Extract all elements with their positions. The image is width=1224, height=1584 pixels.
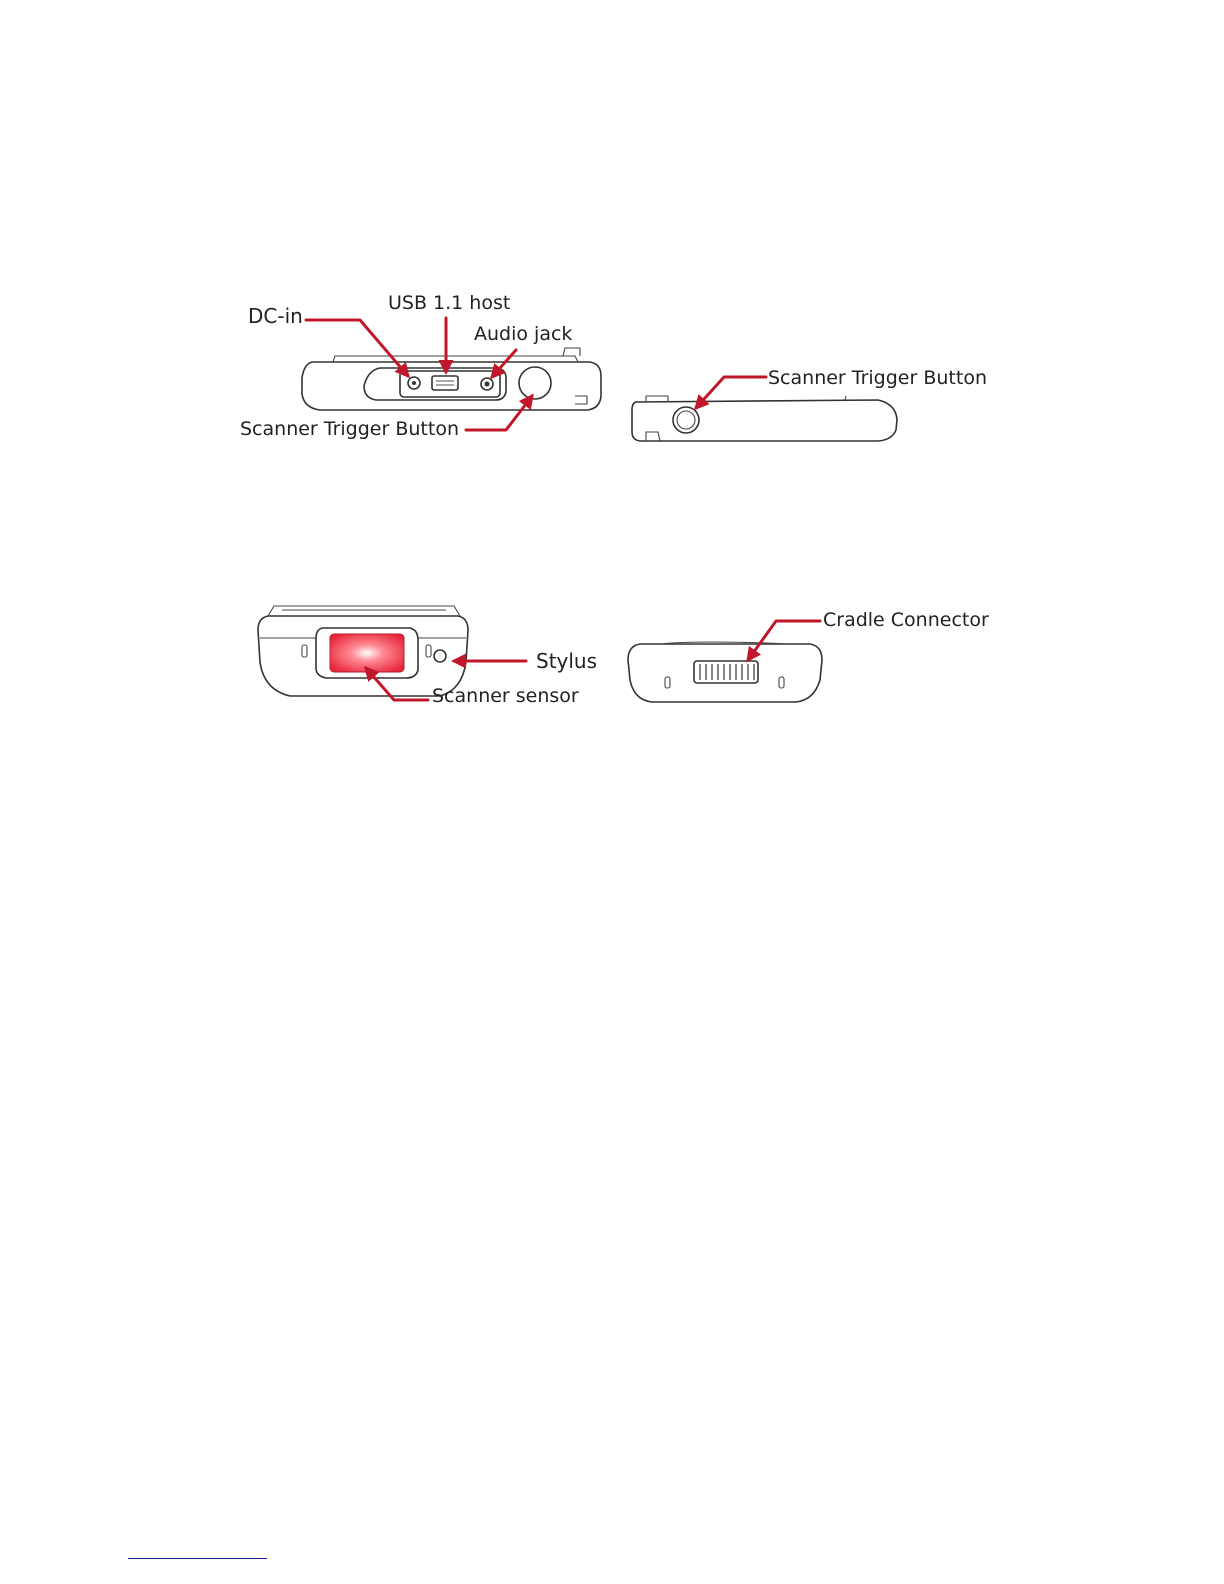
stylus-icon: [434, 650, 446, 662]
front-view-device: [258, 606, 468, 696]
footnote-separator: [128, 1558, 267, 1559]
trigger-button-icon: [519, 367, 551, 399]
side-view-device: [632, 396, 897, 441]
callout-audio-jack: Audio jack: [474, 323, 573, 345]
usb-port-icon: [432, 376, 458, 390]
callout-stylus: Stylus: [536, 649, 598, 673]
callout-cradle-connector: Cradle Connector: [823, 609, 989, 631]
callout-scanner-sensor: Scanner sensor: [432, 685, 579, 707]
callout-usb-host: USB 1.1 host: [388, 292, 511, 314]
callout-trigger-side: Scanner Trigger Button: [768, 367, 987, 389]
callout-dc-in: DC-in: [248, 304, 303, 328]
scanner-sensor-window: [330, 634, 404, 672]
callout-trigger-top: Scanner Trigger Button: [240, 418, 459, 440]
bottom-view-device: [628, 642, 822, 702]
top-view-device: [302, 348, 601, 410]
